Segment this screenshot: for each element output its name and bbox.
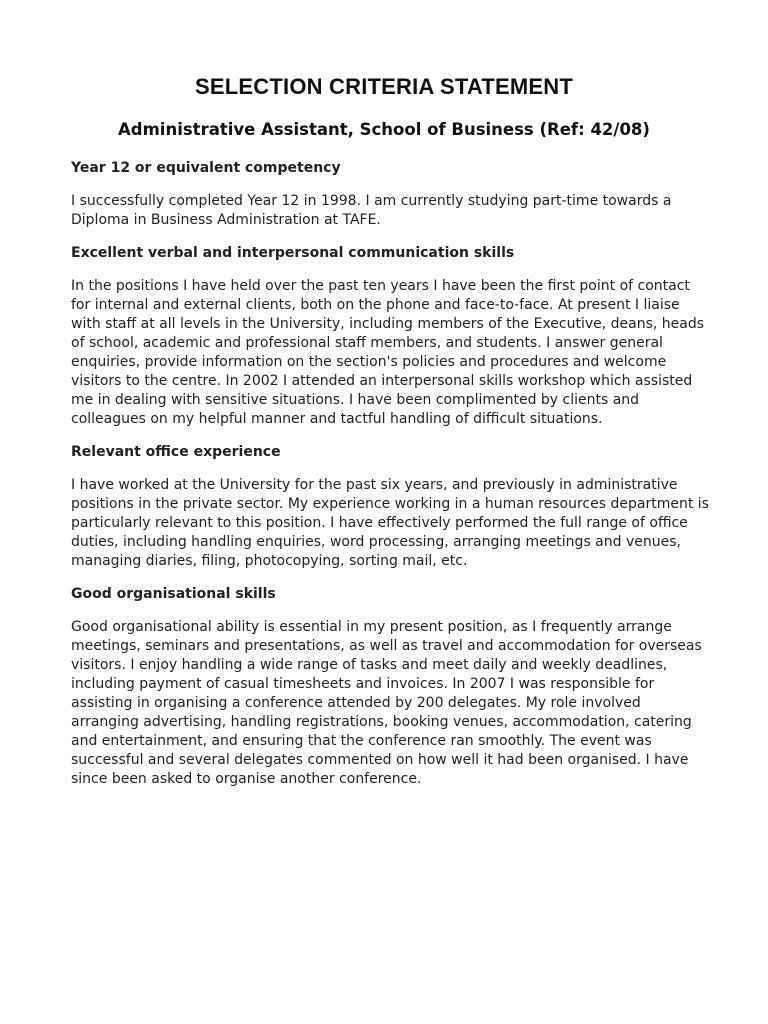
document-title: SELECTION CRITERIA STATEMENT bbox=[195, 74, 573, 99]
section-communication-skills bbox=[71, 243, 711, 429]
section-organisational-skills bbox=[71, 584, 711, 789]
section-body: I successfully completed Year 12 in 1998. I am currently studying part-time towards a Diploma in Business Administration at TAFE. bbox=[71, 193, 672, 228]
section-heading: Year 12 or equivalent competency bbox=[71, 160, 341, 176]
section-year-12 bbox=[71, 158, 711, 230]
section-heading: Relevant office experience bbox=[71, 444, 281, 460]
section-office-experience bbox=[71, 442, 711, 571]
section-body: In the positions I have held over the past ten years I have been the first point of contact for internal and external clients, both on the phone and face-to-face. At present I liaise with staff at all levels in the University, including members of the Executive, deans, heads of school, academic and professional staff members, and students. I answer general enquiries, provide information on the section's policies and procedures and welcome visitors to the centre. In 2002 I attended an interpersonal skills workshop which assisted me in dealing with sensitive situations. I have been complimented by clients and colleagues on my helpful manner and tactful handling of difficult situations. bbox=[71, 278, 705, 427]
section-heading: Good organisational skills bbox=[71, 586, 276, 602]
document-subtitle: Administrative Assistant, School of Business (Ref: 42/08) bbox=[118, 120, 650, 139]
section-body: Good organisational ability is essential in my present position, as I frequently arrange meetings, seminars and presentations, as well as travel and accommodation for overseas visitors. I enjoy handling a wide range of tasks and meet daily and weekly deadlines, including payment of casual timesheets and invoices. In 2007 I was responsible for assisting in organising a conference attended by 200 delegates. My role involved arranging advertising, handling registrations, booking venues, accommodation, catering and entertainment, and ensuring that the conference ran smoothly. The event was successful and several delegates commented on how well it had been organised. I have since been asked to organise another conference. bbox=[71, 619, 702, 787]
section-heading: Excellent verbal and interpersonal communication skills bbox=[71, 245, 515, 261]
section-body: I have worked at the University for the past six years, and previously in administrative positions in the private sector. My experience working in a human resources department is particularly relevant to this position. I have effectively performed the full range of office duties, including handling enquiries, word processing, arranging meetings and venues, managing diaries, filing, photocopying, sorting mail, etc. bbox=[71, 477, 709, 569]
document-content bbox=[71, 158, 711, 802]
